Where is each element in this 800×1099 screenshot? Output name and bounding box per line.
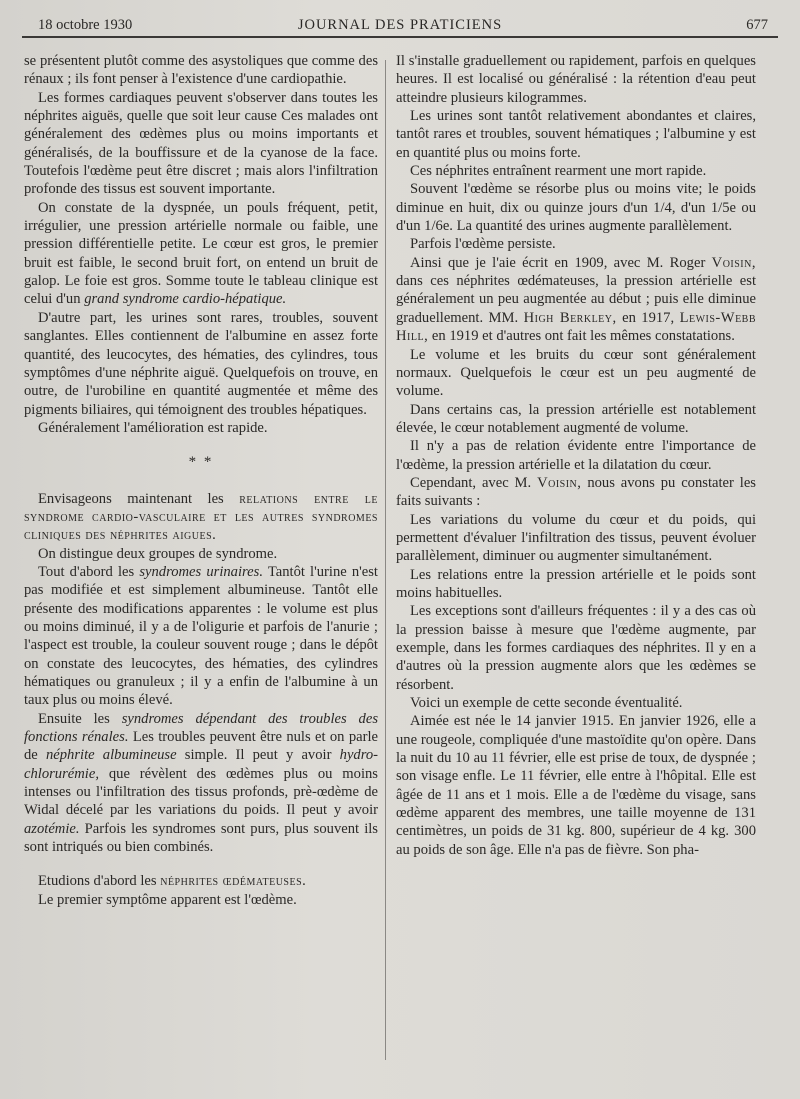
paragraph-text: Les troubles peuvent être nuls et on parle de (24, 729, 378, 764)
paragraph-text: nous avons pu constater les faits suivants : (396, 474, 756, 510)
emphasis: néphrite albumineuse (45, 747, 177, 764)
emphasis: syndromes urinaires. (139, 563, 263, 580)
small-caps-text: High Berkley, (523, 309, 617, 326)
paragraph-text: Tout d'abord les (38, 563, 135, 580)
page-header (22, 12, 778, 38)
paragraph: Dans certains cas, la pression artérielle est notablement élevée, le cœur notablement augmenté de volume. (396, 401, 756, 436)
paragraph: Les exceptions sont d'ailleurs fréquentes : il y a des cas où la pression baisse à mesure que l'œdème augmente, par exemple, dans les formes cardiaques des néphrites. Il y en a d'autres où la pression augmente alors que les œdèmes se résorbent. (396, 603, 756, 693)
small-caps-text: néphrites œdémateuses. (160, 873, 307, 890)
emphasis: hydro-chlorurémie, (24, 747, 379, 782)
small-caps-text: Voisin, (537, 474, 582, 491)
section-separator: * * (188, 454, 214, 471)
paragraph-text: Ainsi que je l'aie écrit en 1909, avec M. Roger (410, 254, 706, 271)
paragraph: Ces néphrites entraînent rearment une mort rapide. (410, 163, 707, 180)
paragraph: Les urines sont tantôt relativement abondantes et claires, tantôt rares et troubles, souvent hématiques ; l'albumine y est en quantité plus ou moins forte. (396, 108, 756, 161)
paragraph: Il n'y a pas de relation évidente entre l'importance de l'œdème, la pression artérielle et la dilatation du cœur. (396, 438, 756, 473)
emphasis: syndromes dépendant des troubles des fonctions rénales. (24, 710, 378, 746)
spacer (24, 856, 378, 872)
paragraph-text: dans ces néphrites œdémateuses, la pression artérielle est généralement un peu augmentée au début ; puis elle diminue graduellement. MM. (396, 273, 756, 326)
paragraph (396, 474, 756, 511)
small-caps-text: relations entre le syndrome cardio-vasculaire et les autres syndromes cliniques des néphrites aigues. (24, 490, 378, 544)
paragraph-text: en 1919 et d'autres ont fait les mêmes constatations. (431, 328, 735, 345)
column-divider (385, 60, 386, 1060)
right-column (396, 52, 756, 859)
paragraph (396, 254, 756, 346)
paragraph-text: Tantôt l'urine n'est pas modifiée et est simplement albumineuse. Tantôt elle présente des modifications apparentes : le volume est plus ou moins diminué, il y a de l'oligurie et parfois de l'anurie ; l'aspect est trouble, la couleur souvent rouge ; dans le dépôt on constate des leucocytes, des hématies, des cylindres hématiques ou granuleux ; il y a enfin de l'albumine à un taux plus ou moins élevé. (24, 563, 378, 709)
issue-date: 18 octobre 1930 (38, 17, 133, 33)
paragraph: se présentent plutôt comme des asystoliques que comme des rénaux ; ils font penser à l'existence d'une cardiopathie. (24, 53, 378, 88)
paragraph: Les formes cardiaques peuvent s'observer dans toutes les néphrites aiguës, quelle que soit leur cause Ces malades ont généralement des œdèmes plus ou moins importants et généralisés, de la bouffissure et de la cyanose de la face. Toutefois l'œdème peut être discret ; mais alors l'infiltration profonde des tissus est souvent importante. (24, 89, 378, 198)
paragraph-text: que révèlent des œdèmes plus ou moins intenses ou l'infiltration des tissus profonds, prè-œdème de Widal décelé par les variations du poids. Il peut y avoir (24, 765, 378, 819)
paragraph-text: Cependant, avec M. (410, 474, 532, 491)
paragraph (24, 563, 378, 710)
paragraph: Voici un exemple de cette seconde éventualité. (410, 695, 683, 712)
page-number: 677 (746, 17, 768, 33)
paragraph: D'autre part, les urines sont rares, troubles, souvent sanglantes. Elles contiennent de l'albumine en assez forte quantité, des leucocytes, des hématies, des cylindres, tous symptômes d'une néphrite aiguë. Quelquefois on trouve, en outre, de l'urobiline en quantité augmentée et même des pigments biliaires, qui témoignent des troubles hépatiques. (24, 309, 378, 418)
paragraph (24, 199, 378, 309)
paragraph (24, 710, 378, 857)
paragraph: Généralement l'amélioration est rapide. (38, 419, 268, 436)
paragraph-text: Etudions d'abord les (38, 873, 157, 890)
paragraph: Le volume et les bruits du cœur sont généralement normaux. Quelquefois le cœur est un peu augmenté de volume. (396, 346, 756, 400)
emphasis: grand syndrome cardio-hépatique. (84, 291, 287, 308)
paragraph-text: Parfois les syndromes sont purs, plus souvent ils sont intriqués ou bien combinés. (24, 820, 378, 856)
paragraph-text: en 1917, (622, 309, 675, 326)
paragraph: On distingue deux groupes de syndrome. (38, 545, 278, 562)
paragraph (24, 490, 378, 545)
paragraph: Souvent l'œdème se résorbe plus ou moins vite; le poids diminue en huit, dix ou quinze jours d'un 1/4, d'un 1/5e ou d'un 1/6e. La quantité des urines augmente parallèlement. (396, 181, 756, 235)
emphasis: azotémie. (24, 820, 80, 837)
paragraph: Il s'installe graduellement ou rapidement, parfois en quelques heures. Il est localisé ou généralisé : la rétention d'eau peut atteindre plusieurs kilogrammes. (396, 53, 756, 106)
paragraph-text: simple. Il peut y avoir (184, 747, 332, 764)
paragraph: Parfois l'œdème persiste. (410, 236, 556, 253)
small-caps-text: Lewis-Webb Hill, (396, 309, 757, 345)
left-column (24, 52, 378, 909)
paragraph: Les variations du volume du cœur et du poids, qui permettent d'évaluer l'infiltration des tissus, peuvent évoluer parallèlement, diminuer ou augmenter simultanément. (396, 511, 756, 565)
paragraph (24, 872, 378, 890)
paragraph: Les relations entre la pression artérielle et le poids sont moins habituelles. (396, 566, 756, 601)
paragraph: Aimée est née le 14 janvier 1915. En janvier 1926, elle a une rougeole, compliquée d'une mastoïdite qu'on opère. Dans la nuit du 10 au 11 février, elle est prise de toux, de dyspnée ; son visage enfle. Le 11 février, elle entre à l'hôpital. Elle est âgée de 11 ans et 1 mois. Elle a de l'œdème du visage, sans œdème apparent des membres, une taille moyenne de 131 centimètres, un poids de 31 kg. 800, supérieur de 4 kg. 300 au poids de son âge. Elle n'a pas de fièvre. Son pha- (396, 713, 756, 858)
journal-title: JOURNAL DES PRATICIENS (297, 17, 503, 33)
paragraph: Le premier symptôme apparent est l'œdème. (38, 891, 297, 908)
small-caps-text: Voisin, (711, 254, 757, 271)
paragraph-text: On constate de la dyspnée, un pouls fréquent, petit, irrégulier, une pression artérielle normale ou faible, une pression différentielle petite. Le cœur est gros, le premier bruit est faible, le second bruit fort, on entend un bruit de galop. Le foie est gros. Somme toute le tableau clinique est celui d'un (24, 199, 378, 308)
paragraph-text: Envisageons maintenant les (38, 490, 224, 507)
paragraph-text: Ensuite les (38, 710, 110, 727)
